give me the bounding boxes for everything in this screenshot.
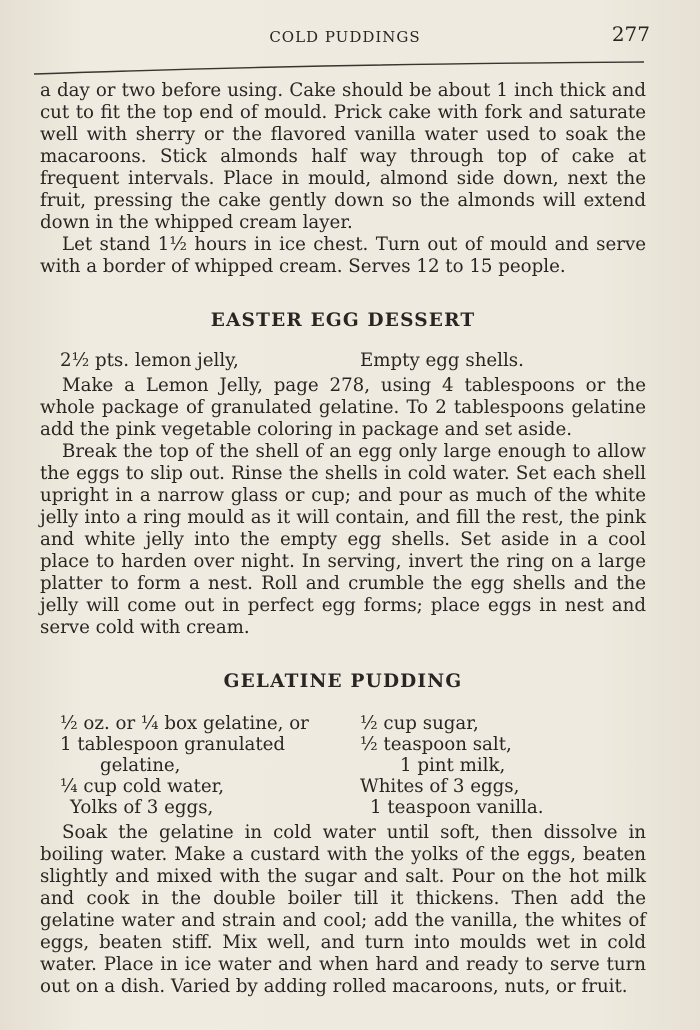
gelatine-pudding-title: GELATINE PUDDING: [223, 671, 463, 692]
page-number: 277: [611, 22, 650, 46]
ingredient-right: 1 pint milk,: [400, 755, 506, 776]
continued-paragraph-1: a day or two before using. Cake should be about 1 inch thick and cut to fit the top end of mould. Prick cake with fork and saturate well with sherry or the flavored vanilla water used to soak the macaroons. Stick almonds half way through top of cake at frequent intervals. Place in mould, almond side down, next the fruit, pressing the cake gently down so the almonds will extend down in the whipped cream layer.: [40, 80, 646, 233]
ingredient-left: gelatine,: [100, 755, 181, 776]
easter-paragraph-1: Make a Lemon Jelly, page 278, using 4 tablespoons or the whole package of granulated gelatine. To 2 tablespoons gelatine add the pink vegetable coloring in package and set aside.: [40, 375, 646, 440]
ingredient-right: ½ teaspoon salt,: [360, 734, 512, 755]
easter-instructions: [40, 375, 646, 639]
continued-paragraph-2: Let stand 1½ hours in ice chest. Turn out of mould and serve with a border of whipped cream. Serves 12 to 15 people.: [40, 234, 646, 277]
ingredient-left: 1 tablespoon granulated: [60, 734, 286, 755]
continued-recipe: [40, 80, 646, 278]
ingredient-left: ½ oz. or ¼ box gelatine, or: [60, 713, 309, 734]
gelatine-instructions: [40, 822, 646, 998]
running-title: COLD PUDDINGS: [269, 28, 421, 46]
ingredient-row: [60, 797, 640, 818]
ingredient-row: [60, 776, 640, 797]
ingredient-row: [60, 755, 640, 776]
ingredient-right: Whites of 3 eggs,: [360, 776, 520, 797]
easter-ingredients: [60, 350, 640, 371]
header-rule: [34, 60, 644, 78]
ingredient-row: [60, 734, 640, 755]
ingredient-right: 1 teaspoon vanilla.: [370, 797, 544, 818]
ingredient-right: Empty egg shells.: [360, 350, 524, 371]
easter-paragraph-2: Break the top of the shell of an egg only large enough to allow the eggs to slip out. Rinse the shells in cold water. Set each shell upright in a narrow glass or cup; and pour as much of the white jelly into a ring mould as it will contain, and fill the rest, the pink and white jelly into the empty egg shells. Set aside in a cool place to harden over night. In serving, invert the ring on a large platter to form a nest. Roll and crumble the egg shells and the jelly will come out in perfect egg forms; place eggs in nest and serve cold with cream.: [40, 441, 646, 638]
gelatine-paragraph: Soak the gelatine in cold water until soft, then dissolve in boiling water. Make a custard with the yolks of the eggs, beaten slightly and mixed with the sugar and salt. Pour on the hot milk and cook in the double boiler till it thickens. Then add the gelatine water and strain and cool; add the vanilla, the whites of eggs, beaten stiff. Mix well, and turn into moulds wet in cold water. Place in ice water and when hard and ready to serve turn out on a dish. Varied by adding rolled macaroons, nuts, or fruit.: [40, 822, 646, 997]
easter-egg-title: EASTER EGG DESSERT: [210, 310, 476, 331]
ingredient-left: 2½ pts. lemon jelly,: [60, 350, 239, 371]
gelatine-ingredients: [60, 713, 640, 818]
running-head: [40, 24, 650, 54]
ingredient-row: [60, 350, 640, 371]
ingredient-left: ¼ cup cold water,: [60, 776, 225, 797]
ingredient-row: [60, 713, 640, 734]
ingredient-left: Yolks of 3 eggs,: [70, 797, 214, 818]
ingredient-right: ½ cup sugar,: [360, 713, 479, 734]
